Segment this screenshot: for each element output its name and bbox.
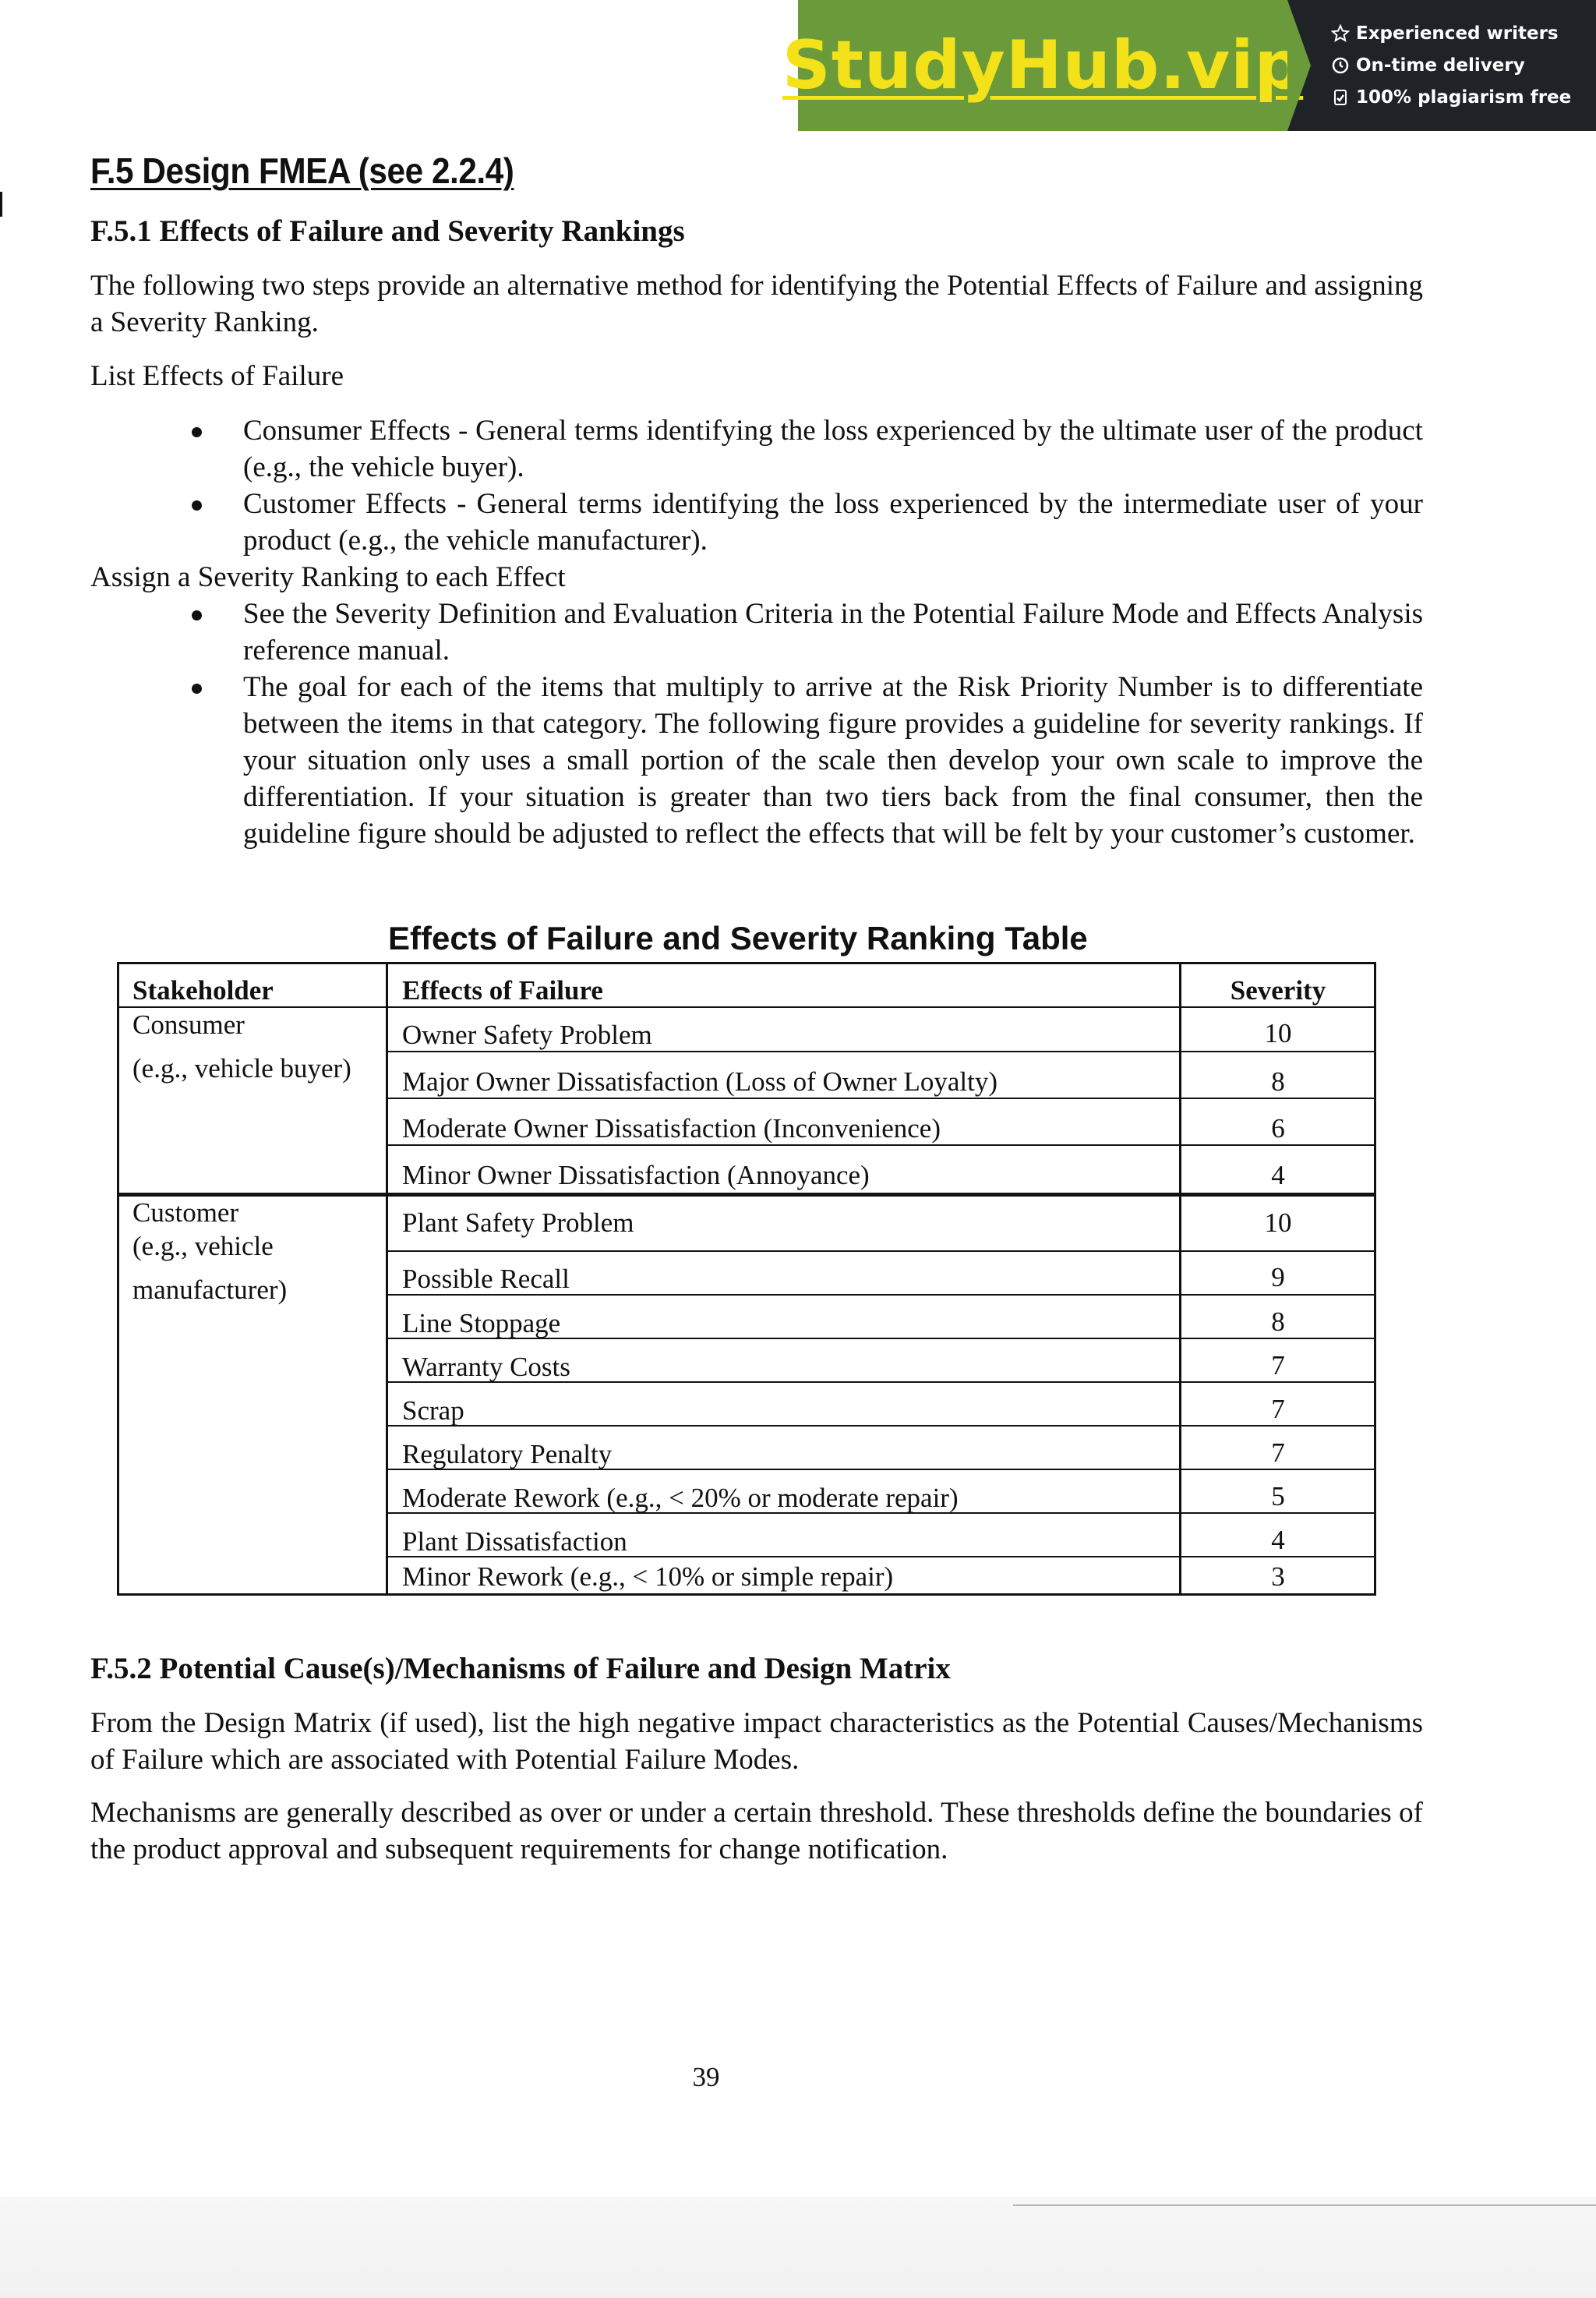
effect-cell: Plant Dissatisfaction — [402, 1526, 627, 1557]
header-stakeholder: Stakeholder — [132, 975, 274, 1006]
document-check-icon — [1331, 88, 1350, 107]
list-item-customer: Customer Effects - General terms identifying the loss experienced by the intermediate user of your product (e.g., the vehicle manufacturer). — [243, 488, 1423, 557]
stakeholder-consumer-example: (e.g., vehicle buyer) — [132, 1053, 351, 1084]
severity-cell: 3 — [1271, 1561, 1285, 1592]
star-icon — [1331, 24, 1350, 43]
assign-heading: Assign a Severity Ranking to each Effect — [90, 561, 566, 593]
bullet-dot — [192, 610, 202, 620]
feature-label: Experienced writers — [1356, 23, 1559, 44]
subsection-title-f52: F.5.2 Potential Cause(s)/Mechanisms of Failure and Design Matrix — [90, 1652, 951, 1685]
assign-item-goal: The goal for each of the items that multiply to arrive at the Risk Priority Number is to differentiate between the items in that category. The following figure provides a guideline for severity rankings. If your situation only uses a small portion of the scale then develop your own scale to improve the differentiation. If your situation is greater than two tiers back from the final consumer, then the guideline figure should be adjusted to reflect the effects that will be felt by your customer’s customer. — [243, 671, 1423, 850]
severity-cell: 8 — [1271, 1066, 1285, 1097]
severity-cell: 5 — [1271, 1481, 1285, 1511]
bullet-dot — [192, 684, 202, 694]
effect-cell: Minor Rework (e.g., < 10% or simple repair) — [402, 1561, 894, 1592]
group-divider — [117, 1193, 1376, 1197]
severity-cell: 6 — [1271, 1113, 1285, 1144]
studyhub-logo[interactable] — [782, 0, 1304, 131]
stakeholder-customer-example-cont: manufacturer) — [132, 1275, 288, 1305]
section-title: F.5 Design FMEA (see 2.2.4) — [90, 150, 514, 191]
effect-cell: Plant Safety Problem — [402, 1207, 634, 1238]
banner-features — [1287, 0, 1596, 131]
design-matrix-paragraph: From the Design Matrix (if used), list the high negative impact characteristics as the Potential Causes/Mechanisms of Failure which are associated with Potential Failure Modes. — [90, 1707, 1423, 1776]
feature-experienced-writers — [1331, 18, 1596, 50]
severity-cell: 7 — [1271, 1437, 1285, 1468]
table-border-left — [117, 962, 119, 1596]
effect-cell: Minor Owner Dissatisfaction (Annoyance) — [402, 1160, 870, 1190]
severity-cell: 10 — [1264, 1207, 1292, 1238]
column-divider-stakeholder — [386, 962, 388, 1596]
bullet-dot — [192, 500, 202, 511]
page-number: 39 — [692, 2062, 720, 2092]
header-effects: Effects of Failure — [402, 975, 603, 1006]
mechanisms-paragraph: Mechanisms are generally described as over or under a certain threshold. These thresholds define the boundaries of the product approval and subsequent requirements for change notification. — [90, 1797, 1423, 1865]
table-caption: Effects of Failure and Severity Ranking Table — [388, 920, 1088, 956]
effect-cell: Line Stoppage — [402, 1308, 561, 1338]
row-divider — [386, 1250, 1376, 1252]
severity-cell: 7 — [1271, 1350, 1285, 1381]
bullet-dot — [192, 427, 202, 437]
assign-item-criteria: See the Severity Definition and Evaluation Criteria in the Potential Failure Mode and Effects Analysis reference manual. — [243, 598, 1423, 666]
intro-paragraph: The following two steps provide an alternative method for identifying the Potential Effects of Failure and assigning a Severity Ranking. — [90, 270, 1423, 338]
effect-cell: Moderate Rework (e.g., < 20% or moderate repair) — [402, 1483, 959, 1513]
scan-bottom-edge — [0, 2197, 1596, 2298]
stakeholder-customer: Customer — [132, 1197, 239, 1228]
scan-bottom-rule — [1013, 2204, 1596, 2206]
effect-cell: Major Owner Dissatisfaction (Loss of Owner Loyalty) — [402, 1066, 998, 1097]
list-item-consumer: Consumer Effects - General terms identifying the loss experienced by the ultimate user of the product (e.g., the vehicle buyer). — [243, 415, 1423, 483]
effect-cell: Moderate Owner Dissatisfaction (Inconvenience) — [402, 1113, 941, 1144]
stakeholder-consumer: Consumer — [132, 1009, 245, 1040]
subsection-title-f51: F.5.1 Effects of Failure and Severity Rankings — [90, 214, 685, 248]
severity-cell: 8 — [1271, 1306, 1285, 1337]
severity-cell: 4 — [1271, 1160, 1285, 1190]
effect-cell: Warranty Costs — [402, 1352, 570, 1382]
list-heading: List Effects of Failure — [90, 360, 344, 392]
clock-icon — [1331, 56, 1350, 75]
stakeholder-customer-example: (e.g., vehicle — [132, 1231, 274, 1261]
feature-label: On-time delivery — [1356, 55, 1525, 76]
severity-cell: 7 — [1271, 1394, 1285, 1424]
scan-margin-mark — [0, 192, 2, 217]
severity-cell: 9 — [1271, 1262, 1285, 1292]
effect-cell: Owner Safety Problem — [402, 1020, 652, 1050]
effect-cell: Regulatory Penalty — [402, 1439, 613, 1469]
effect-cell: Possible Recall — [402, 1264, 570, 1294]
severity-cell: 4 — [1271, 1525, 1285, 1555]
header-severity: Severity — [1230, 975, 1326, 1006]
severity-cell: 10 — [1264, 1018, 1292, 1048]
feature-on-time — [1331, 50, 1596, 82]
table-border-top — [117, 962, 1376, 964]
feature-label: 100% plagiarism free — [1356, 87, 1572, 108]
feature-plagiarism-free — [1331, 82, 1596, 114]
studyhub-banner[interactable] — [782, 0, 1596, 131]
brand-text: StudyHub.vip — [782, 27, 1304, 104]
table-border-bottom — [117, 1593, 1376, 1596]
effect-cell: Scrap — [402, 1395, 464, 1426]
